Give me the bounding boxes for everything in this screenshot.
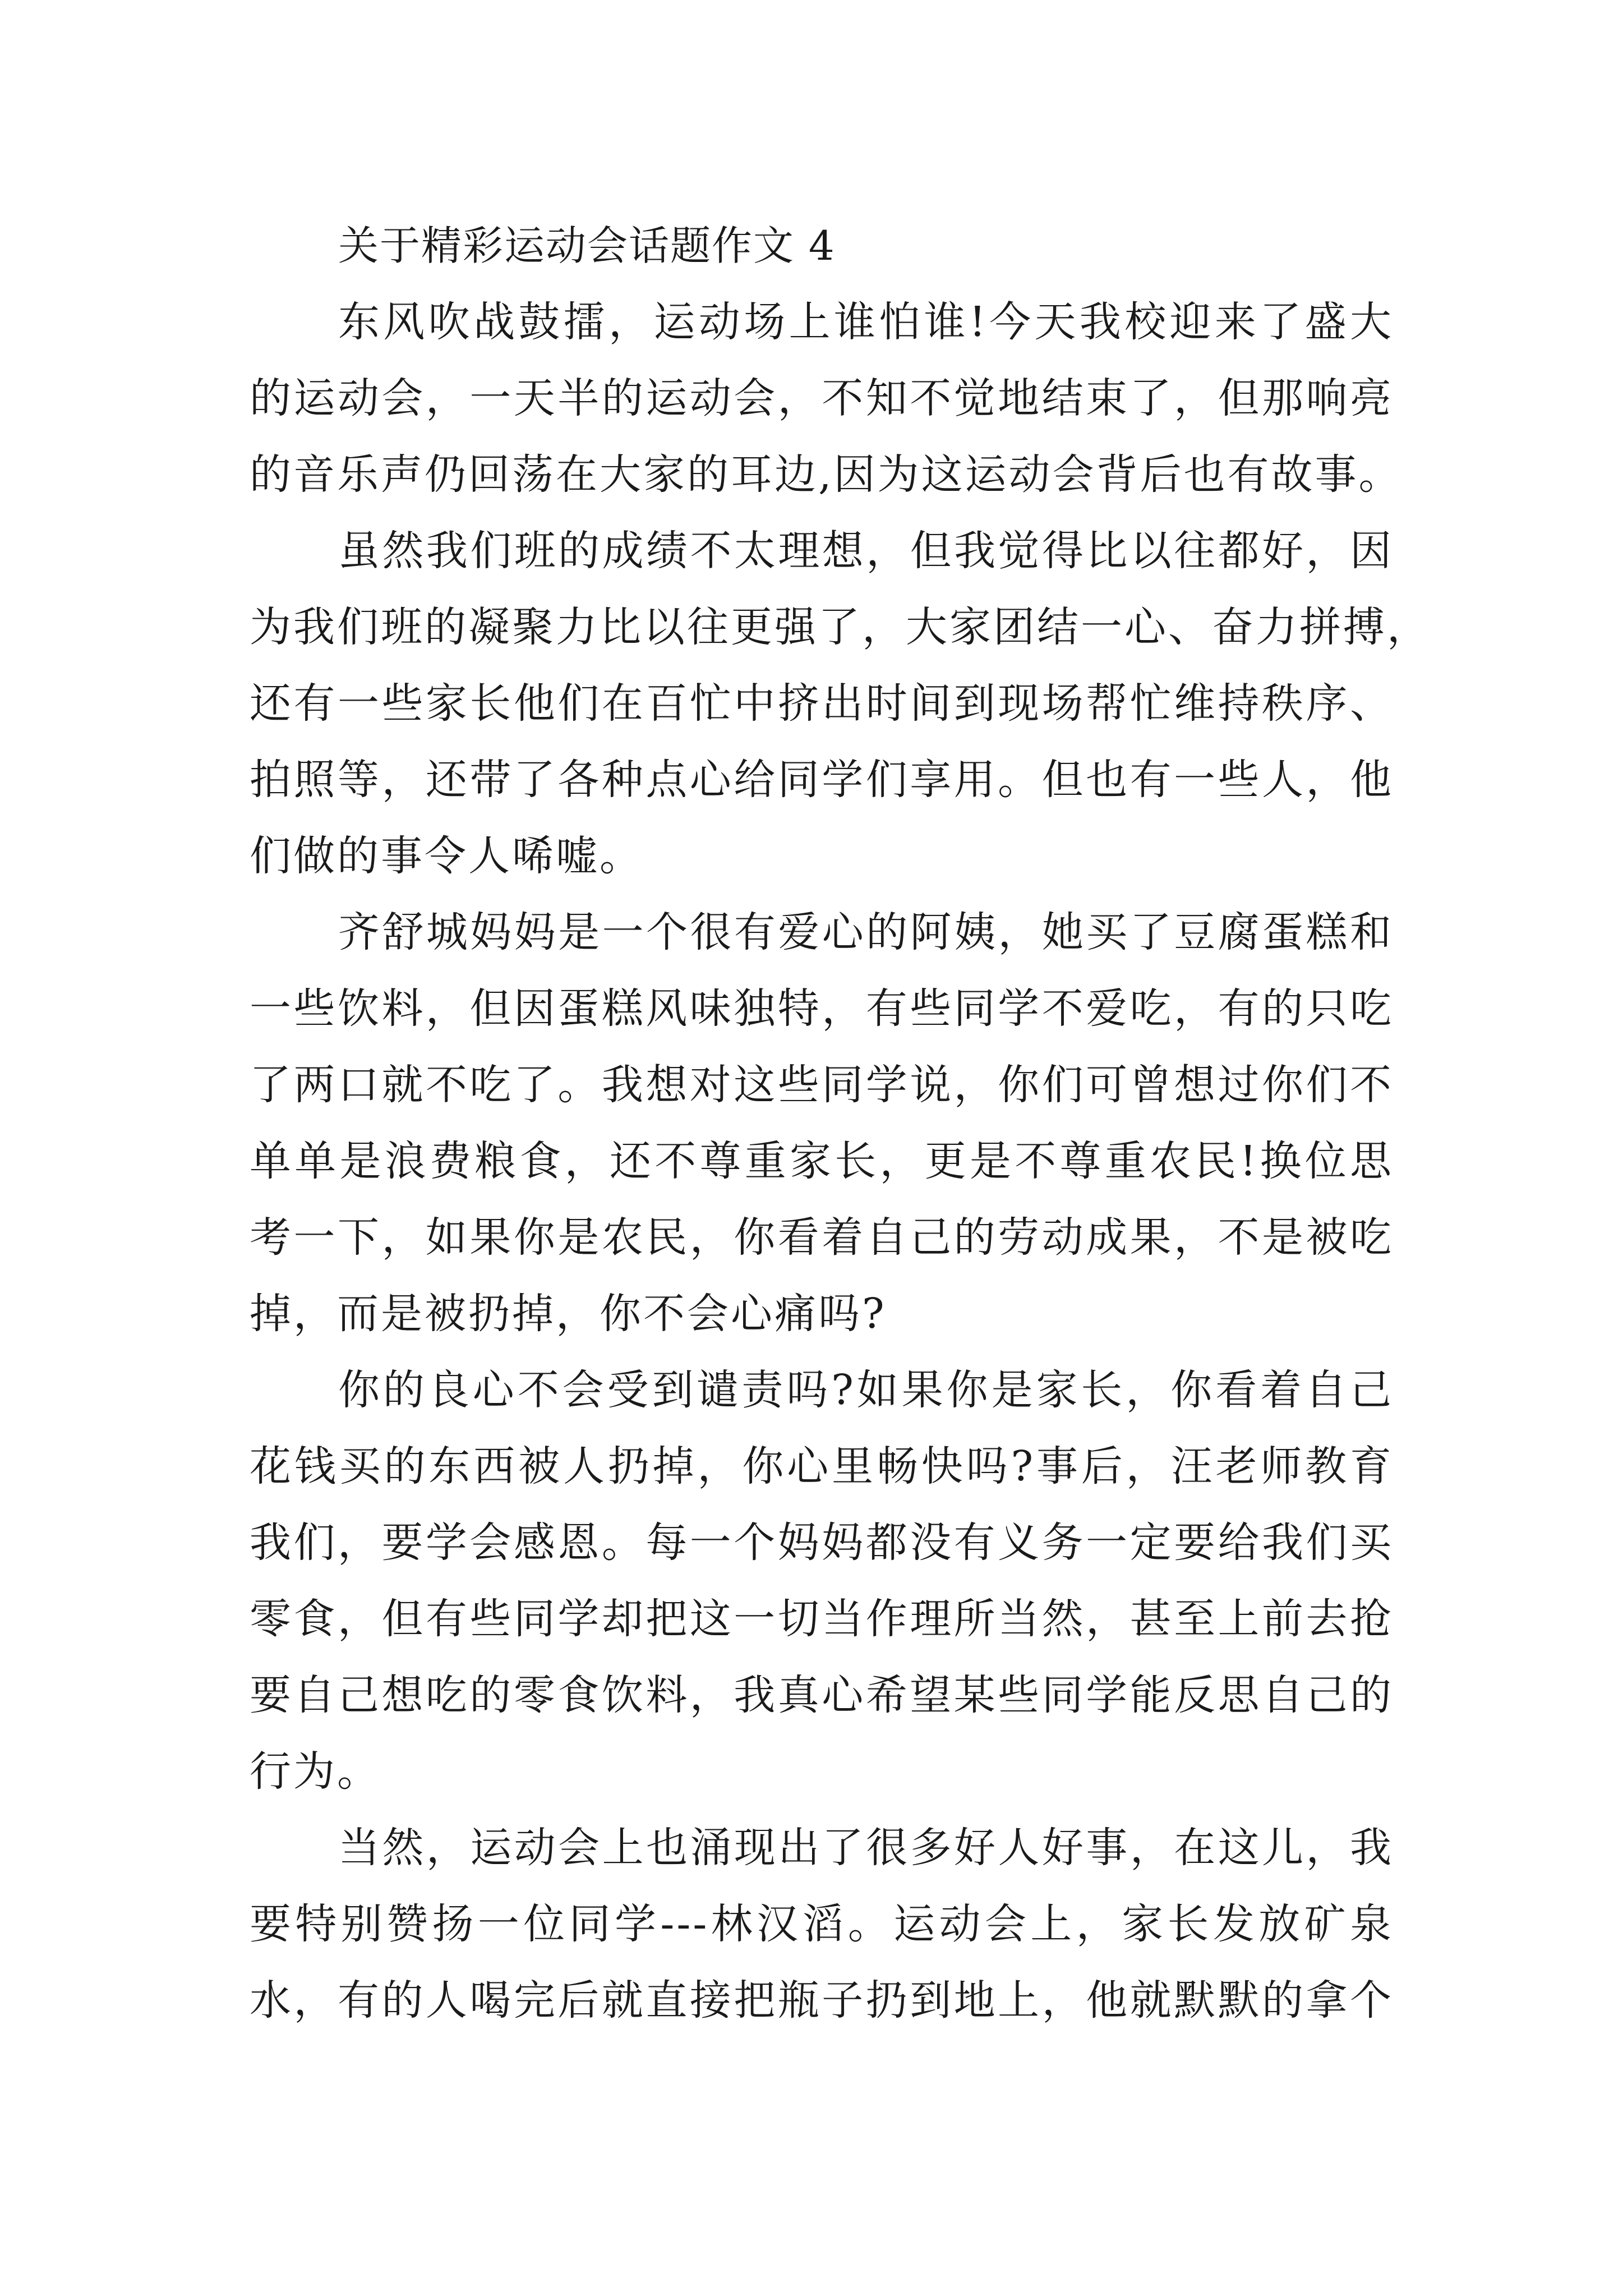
text-line: 东风吹战鼓擂，运动场上谁怕谁!今天我校迎来了盛大 — [338, 298, 1394, 346]
text-line: 零食，但有些同学却把这一切当作理所当然，甚至上前去抢 — [250, 1595, 1394, 1643]
text-line: 的音乐声仍回荡在大家的耳边,因为这运动会背后也有故事。 — [250, 450, 1403, 499]
essay-title: 关于精彩运动会话题作文 4 — [338, 222, 836, 269]
essay-body — [250, 208, 1431, 2039]
text-line: 单单是浪费粮食，还不尊重家长，更是不尊重农民!换位思 — [250, 1137, 1394, 1185]
text-line: 行为。 — [250, 1747, 381, 1796]
text-line: 要特别赞扬一位同学---林汉滔。运动会上，家长发放矿泉 — [250, 1900, 1394, 1948]
text-line: 了两口就不吃了。我想对这些同学说，你们可曾想过你们不 — [250, 1061, 1394, 1109]
text-line: 考一下，如果你是农民，你看着自己的劳动成果，不是被吃 — [250, 1213, 1394, 1262]
text-line: 们做的事令人唏嘘。 — [250, 832, 643, 880]
text-line: 还有一些家长他们在百忙中挤出时间到现场帮忙维持秩序、 — [250, 679, 1394, 728]
text-line: 齐舒城妈妈是一个很有爱心的阿姨，她买了豆腐蛋糕和 — [338, 908, 1394, 956]
text-line: 的运动会，一天半的运动会，不知不觉地结束了，但那响亮 — [250, 374, 1394, 422]
text-line: 你的良心不会受到谴责吗?如果你是家长，你看着自己 — [338, 1366, 1394, 1414]
text-line: 要自己想吃的零食饮料，我真心希望某些同学能反思自己的 — [250, 1671, 1394, 1719]
text-line: 为我们班的凝聚力比以往更强了，大家团结一心、奋力拼搏， — [250, 603, 1431, 651]
text-line: 拍照等，还带了各种点心给同学们享用。但也有一些人，他 — [250, 756, 1394, 804]
essay-paragraphs — [250, 284, 1431, 2039]
text-line: 虽然我们班的成绩不太理想，但我觉得比以往都好，因 — [338, 527, 1394, 575]
text-line: 我们，要学会感恩。每一个妈妈都没有义务一定要给我们买 — [250, 1519, 1394, 1567]
text-line: 掉，而是被扔掉，你不会心痛吗? — [250, 1290, 887, 1338]
text-line: 当然，运动会上也涌现出了很多好人好事，在这儿，我 — [338, 1824, 1394, 1872]
text-line: 一些饮料，但因蛋糕风味独特，有些同学不爱吃，有的只吃 — [250, 984, 1394, 1033]
text-line: 水，有的人喝完后就直接把瓶子扔到地上，他就默默的拿个 — [250, 1976, 1394, 2024]
text-line: 花钱买的东西被人扔掉，你心里畅快吗?事后，汪老师教育 — [250, 1442, 1394, 1490]
